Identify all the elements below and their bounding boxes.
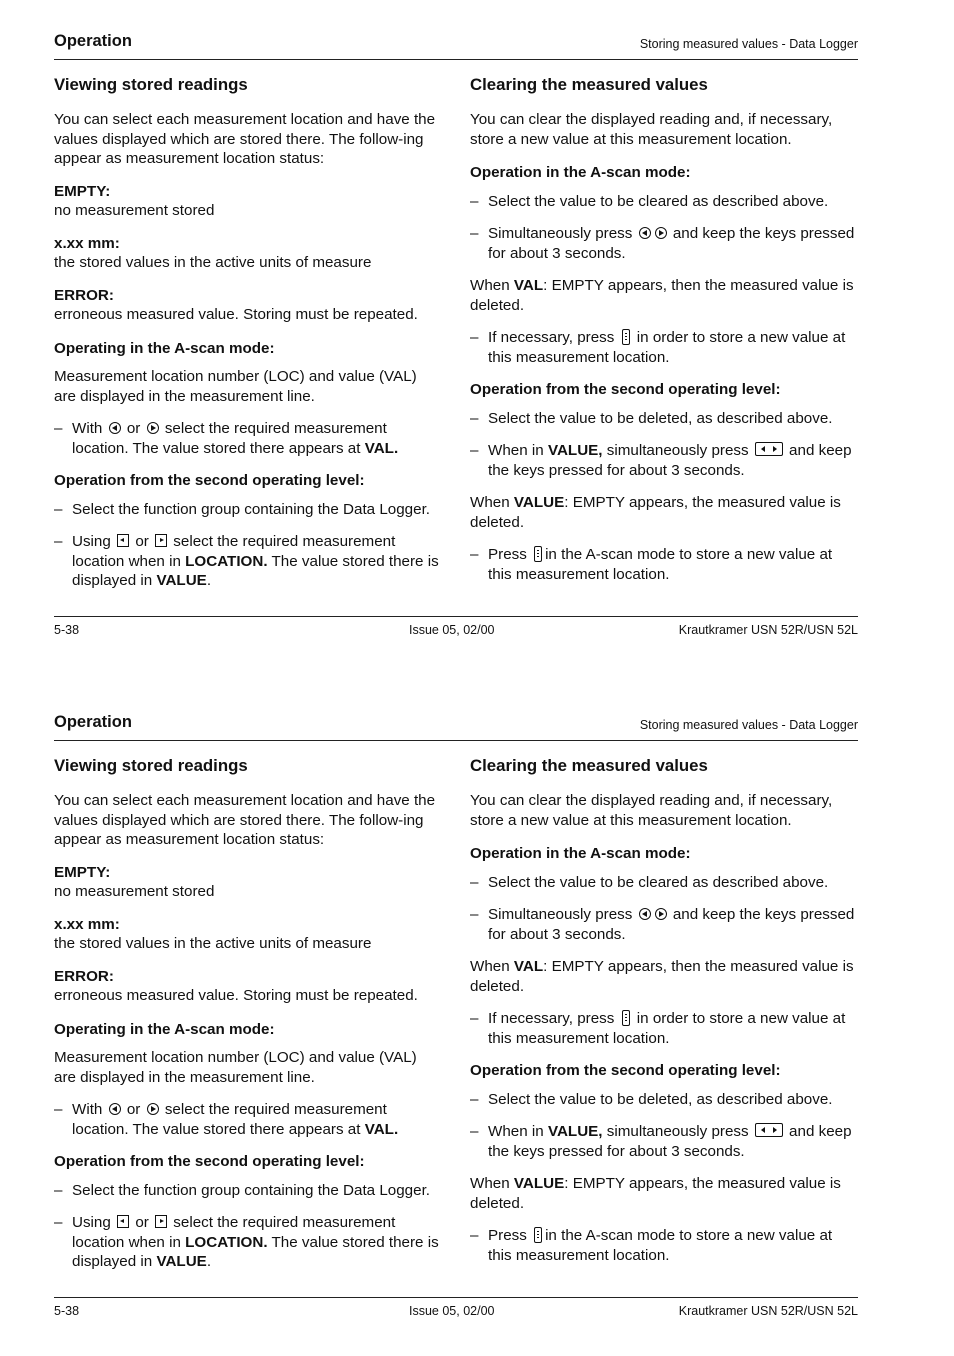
left-arrow-key-icon xyxy=(109,422,121,434)
footer-page-number: 5-38 xyxy=(54,623,80,637)
header-section: Operation xyxy=(54,32,132,50)
left-column xyxy=(54,755,442,1285)
item-text: The value stored there is displayed in xyxy=(72,552,439,589)
item-text: The value stored there is displayed in xyxy=(72,1233,439,1270)
item-bold: LOCATION. xyxy=(185,552,268,570)
left-arrow-key-icon xyxy=(639,908,651,920)
dash: – xyxy=(54,500,63,518)
item-text: or xyxy=(126,420,141,437)
dash: – xyxy=(54,420,63,437)
status-error xyxy=(54,286,442,325)
item-text: or xyxy=(135,1214,149,1231)
left-arrow-key-icon xyxy=(109,1103,121,1115)
dash: – xyxy=(470,409,479,427)
list-item xyxy=(470,1090,858,1110)
ascan-subheading: Operation in the A-scan mode: xyxy=(470,164,691,181)
item-text: Using xyxy=(72,1214,111,1231)
status-value xyxy=(54,234,442,273)
item-text: in the A-scan mode to store a new value at this measurement location. xyxy=(488,1227,833,1264)
dash: – xyxy=(470,192,479,210)
item-text: Select the function group containing the Data Logger. xyxy=(72,500,431,518)
right-column xyxy=(470,74,858,597)
status-empty xyxy=(54,182,442,221)
para-bold: VALUE xyxy=(513,494,565,511)
footer-issue: Issue 05, 02/00 xyxy=(409,623,495,637)
when-value-paragraph xyxy=(470,1174,858,1213)
status-text: no measurement stored xyxy=(54,202,215,219)
item-text: select the required measurement location. The value stored there appears at xyxy=(72,1101,387,1138)
header-section: Operation xyxy=(54,713,132,731)
viewing-intro: You can select each measurement location and have the values displayed which are stored there. The follow-ing appear as measurement location status: xyxy=(54,111,436,167)
item-text: select the required measurement location when in xyxy=(72,533,396,570)
item-text: in the A-scan mode to store a new value at this measurement location. xyxy=(488,546,833,583)
left-arrow-key-icon xyxy=(639,227,651,239)
list-item xyxy=(470,328,858,367)
second-level-subheading: Operation from the second operating level: xyxy=(470,1062,781,1079)
right-square-key-icon xyxy=(155,534,167,547)
dash: – xyxy=(54,1181,63,1199)
ascan-text: Measurement location number (LOC) and value (VAL) are displayed in the measurement line. xyxy=(54,368,417,405)
item-bold: VALUE, xyxy=(547,1123,603,1140)
item-text: With xyxy=(72,1101,103,1118)
dash: – xyxy=(470,906,479,923)
para-bold: VAL xyxy=(513,958,544,975)
store-key-icon xyxy=(622,329,630,345)
dash: – xyxy=(470,1227,479,1244)
left-square-key-icon xyxy=(117,534,129,547)
left-square-key-icon xyxy=(117,1215,129,1228)
item-text: Using xyxy=(72,533,111,550)
header-rule xyxy=(54,59,858,60)
footer-rule xyxy=(54,1297,858,1298)
status-label: x.xx mm: xyxy=(54,915,120,933)
item-bold: VAL. xyxy=(364,1120,399,1138)
item-text: Select the value to be deleted, as described above. xyxy=(488,409,833,427)
right-square-key-icon xyxy=(155,1215,167,1228)
dash: – xyxy=(54,1214,63,1231)
store-key-icon xyxy=(534,546,542,562)
status-empty xyxy=(54,863,442,902)
item-text: select the required measurement location when in xyxy=(72,1214,396,1251)
status-text: erroneous measured value. Storing must be repeated. xyxy=(54,987,418,1004)
when-val-paragraph xyxy=(470,276,858,315)
list-item xyxy=(470,905,858,944)
status-label: ERROR: xyxy=(54,286,114,304)
para-text: : EMPTY appears, the measured value is deleted. xyxy=(470,1175,841,1212)
para-bold: VAL xyxy=(513,277,544,294)
item-text: . xyxy=(206,572,212,589)
header-chapter: Storing measured values - Data Logger xyxy=(639,718,858,732)
when-val-paragraph xyxy=(470,957,858,996)
list-item xyxy=(54,500,442,520)
viewing-heading: Viewing stored readings xyxy=(54,75,248,94)
list-item xyxy=(470,1122,858,1161)
right-column xyxy=(470,755,858,1278)
right-arrow-key-icon xyxy=(147,1103,159,1115)
ascan-subheading: Operating in the A-scan mode: xyxy=(54,1020,275,1038)
item-text: Press xyxy=(488,1227,527,1244)
ascan-text: Measurement location number (LOC) and value (VAL) are displayed in the measurement line. xyxy=(54,1049,417,1086)
item-text: When in xyxy=(488,1123,544,1140)
left-right-key-icon xyxy=(755,442,783,456)
dash: – xyxy=(470,1010,479,1027)
list-item xyxy=(54,1100,442,1139)
status-text: the stored values in the active units of measure xyxy=(54,254,372,271)
left-right-key-icon xyxy=(755,1123,783,1137)
list-item xyxy=(54,1213,442,1272)
list-item xyxy=(54,532,442,591)
item-text: or xyxy=(135,533,149,550)
list-item xyxy=(470,441,858,480)
right-arrow-key-icon xyxy=(655,227,667,239)
item-text: . xyxy=(206,1253,212,1270)
store-key-icon xyxy=(534,1227,542,1243)
item-text: simultaneously press xyxy=(606,442,749,459)
right-arrow-key-icon xyxy=(655,908,667,920)
item-text: With xyxy=(72,420,103,437)
item-text: select the required measurement location. The value stored there appears at xyxy=(72,420,387,457)
list-item xyxy=(470,224,858,263)
dash: – xyxy=(470,873,479,891)
item-text: and keep the keys pressed for about 3 seconds. xyxy=(488,906,855,943)
viewing-heading: Viewing stored readings xyxy=(54,756,248,775)
ascan-subheading: Operation in the A-scan mode: xyxy=(470,845,691,862)
para-text: When xyxy=(470,958,510,975)
item-bold: VALUE xyxy=(156,572,207,589)
footer-page-number: 5-38 xyxy=(54,1304,80,1318)
item-bold: LOCATION. xyxy=(185,1233,268,1251)
header-chapter: Storing measured values - Data Logger xyxy=(639,37,858,51)
item-text: Select the value to be cleared as described above. xyxy=(488,192,829,210)
item-text: or xyxy=(126,1101,141,1118)
item-bold: VAL. xyxy=(364,439,399,457)
dash: – xyxy=(470,1123,479,1140)
list-item xyxy=(470,873,858,893)
item-text: Select the function group containing the Data Logger. xyxy=(72,1181,431,1199)
status-text: erroneous measured value. Storing must be repeated. xyxy=(54,306,418,323)
dash: – xyxy=(470,1090,479,1108)
page-bottom xyxy=(0,681,954,1356)
dash: – xyxy=(470,442,479,459)
item-text: Simultaneously press xyxy=(488,906,633,923)
item-text: If necessary, press xyxy=(488,329,615,346)
ascan-subheading: Operating in the A-scan mode: xyxy=(54,339,275,357)
status-text: no measurement stored xyxy=(54,883,215,900)
status-label: EMPTY: xyxy=(54,182,111,200)
item-text: When in xyxy=(488,442,544,459)
clearing-heading: Clearing the measured values xyxy=(470,756,708,775)
status-value xyxy=(54,915,442,954)
status-label: EMPTY: xyxy=(54,863,111,881)
list-item xyxy=(54,419,442,458)
item-text: Select the value to be deleted, as described above. xyxy=(488,1090,833,1108)
page-top xyxy=(0,0,954,675)
status-error xyxy=(54,967,442,1006)
para-text: When xyxy=(470,1175,510,1192)
second-level-subheading: Operation from the second operating level: xyxy=(470,381,781,398)
list-item xyxy=(470,409,858,429)
para-bold: VALUE xyxy=(513,1175,565,1192)
status-label: ERROR: xyxy=(54,967,114,985)
dash: – xyxy=(54,533,63,550)
footer-product: Krautkramer USN 52R/USN 52L xyxy=(678,623,858,637)
clearing-intro: You can clear the displayed reading and, if necessary, store a new value at this measurement location. xyxy=(470,111,833,148)
status-label: x.xx mm: xyxy=(54,234,120,252)
item-text: Simultaneously press xyxy=(488,225,633,242)
item-bold: VALUE xyxy=(156,1253,207,1270)
footer-issue: Issue 05, 02/00 xyxy=(409,1304,495,1318)
dash: – xyxy=(54,1101,63,1118)
para-text: : EMPTY appears, the measured value is deleted. xyxy=(470,494,841,531)
item-text: and keep the keys pressed for about 3 seconds. xyxy=(488,1123,852,1160)
dash: – xyxy=(470,225,479,242)
list-item xyxy=(470,192,858,212)
clearing-heading: Clearing the measured values xyxy=(470,75,708,94)
list-item xyxy=(470,545,858,584)
footer-rule xyxy=(54,616,858,617)
item-text: Select the value to be cleared as described above. xyxy=(488,873,829,891)
item-text: in order to store a new value at this measurement location. xyxy=(488,1010,846,1047)
dash: – xyxy=(470,329,479,346)
when-value-paragraph xyxy=(470,493,858,532)
item-text: simultaneously press xyxy=(606,1123,749,1140)
item-text: Press xyxy=(488,546,527,563)
viewing-intro: You can select each measurement location and have the values displayed which are stored there. The follow-ing appear as measurement location status: xyxy=(54,792,436,848)
list-item xyxy=(470,1226,858,1265)
item-text: in order to store a new value at this measurement location. xyxy=(488,329,846,366)
footer-product: Krautkramer USN 52R/USN 52L xyxy=(678,1304,858,1318)
para-text: : EMPTY appears, then the measured value is deleted. xyxy=(470,958,854,995)
item-text: If necessary, press xyxy=(488,1010,615,1027)
list-item xyxy=(54,1181,442,1201)
second-level-subheading: Operation from the second operating level: xyxy=(54,472,365,489)
list-item xyxy=(470,1009,858,1048)
second-level-subheading: Operation from the second operating level: xyxy=(54,1153,365,1170)
item-bold: VALUE, xyxy=(547,442,603,459)
item-text: and keep the keys pressed for about 3 seconds. xyxy=(488,442,852,479)
status-text: the stored values in the active units of measure xyxy=(54,935,372,952)
para-text: When xyxy=(470,277,510,294)
clearing-intro: You can clear the displayed reading and, if necessary, store a new value at this measurement location. xyxy=(470,792,833,829)
right-arrow-key-icon xyxy=(147,422,159,434)
header-rule xyxy=(54,740,858,741)
para-text: When xyxy=(470,494,510,511)
dash: – xyxy=(470,546,479,563)
store-key-icon xyxy=(622,1010,630,1026)
left-column xyxy=(54,74,442,604)
item-text: and keep the keys pressed for about 3 seconds. xyxy=(488,225,855,262)
para-text: : EMPTY appears, then the measured value is deleted. xyxy=(470,277,854,314)
